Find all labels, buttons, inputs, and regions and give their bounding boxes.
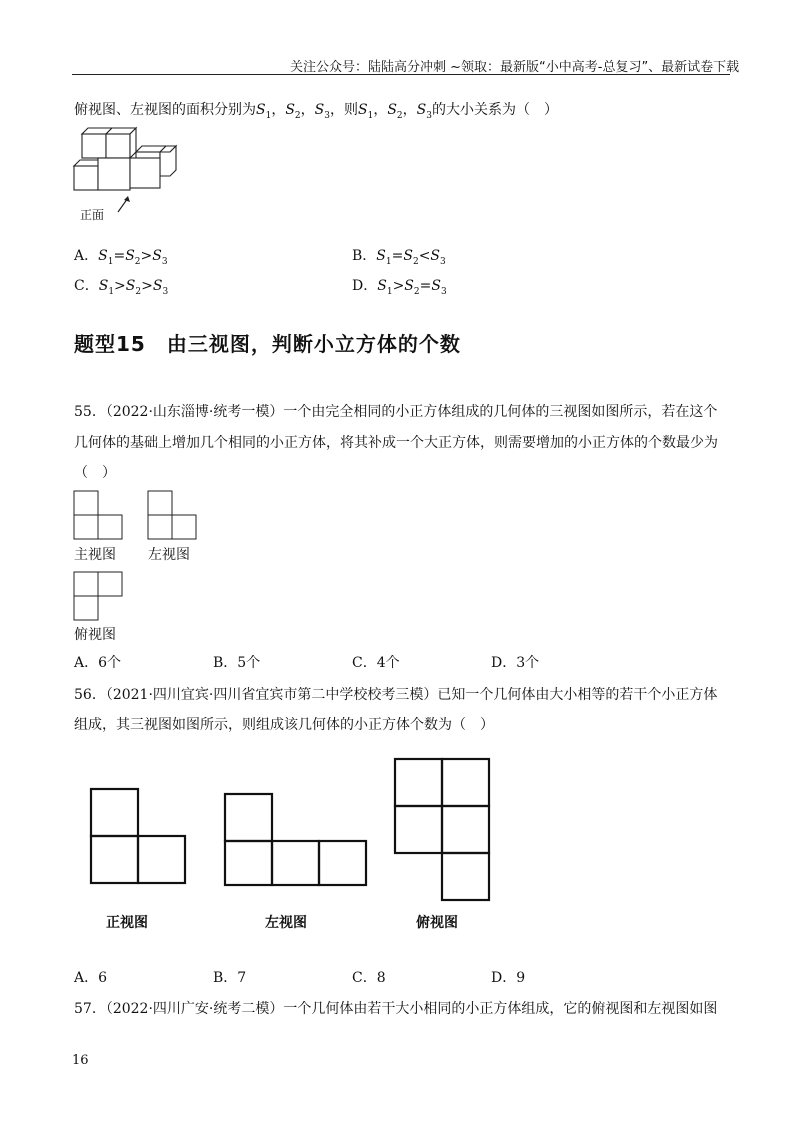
q56-front-view-label: 正视图	[106, 915, 148, 931]
q55-top-view	[74, 572, 124, 622]
q55-left-view	[148, 491, 198, 541]
q55-option-a: A．6个	[74, 655, 122, 671]
q55-option-b: B．5个	[213, 655, 261, 671]
q55-main-view-label: 主视图	[74, 547, 116, 563]
q54-option-b: B．$S_1=S_2<S_3$	[352, 248, 446, 267]
q55-line3: （ ）	[74, 465, 116, 481]
section-title: 题型15 由三视图，判断小立方体的个数	[74, 332, 461, 356]
q56-left-view	[224, 793, 370, 887]
q55-option-c: C．4个	[352, 655, 400, 671]
q55-left-view-label: 左视图	[148, 547, 190, 563]
page-header: 关注公众号：陆陆高分冲刺 ~领取：最新版“小中高考-总复习”、最新试卷下载	[290, 60, 740, 75]
q56-option-c: C．8	[352, 970, 386, 986]
q56-option-d: D．9	[491, 970, 526, 986]
q54-option-d: D．$S_1>S_2=S_3$	[352, 278, 447, 297]
q54-stem: 俯视图、左视图的面积分别为$S_1$，$S_2$，$S_3$，则$S_1$，$S_2$，$S_3$的大小关系为（ ）	[74, 102, 558, 121]
q54-front-label: 正面	[80, 208, 105, 222]
q55-main-view	[74, 491, 124, 541]
q54-option-b-letter: B．	[352, 248, 377, 264]
q55-line1: 55．（2022·山东淄博·统考一模）一个由完全相同的小正方体组成的几何体的三视图如图所示，若在这个	[74, 404, 718, 420]
header-rule	[72, 74, 730, 75]
q54-stem-part2: ，则	[329, 102, 358, 118]
q56-top-view	[394, 758, 492, 902]
q54-option-a: A．$S_1=S_2>S_3$	[74, 248, 168, 267]
q55-top-view-label: 俯视图	[74, 627, 116, 643]
q56-front-view	[90, 788, 188, 886]
q56-line1: 56．（2021·四川宜宾·四川省宜宾市第二中学校校考三模）已知一个几何体由大小相等的若干个小正方体	[74, 687, 718, 703]
q56-option-a: A．6	[74, 970, 108, 986]
q54-stem-part3: 的大小关系为（ ）	[431, 102, 558, 118]
q54-option-d-letter: D．	[352, 278, 378, 294]
q55-option-d: D．3个	[491, 655, 540, 671]
q56-line2: 组成，其三视图如图所示，则组成该几何体的小正方体个数为（ ）	[74, 717, 494, 733]
q54-stem-part1: 俯视图、左视图的面积分别为	[74, 102, 256, 118]
q54-cube-figure	[70, 122, 190, 202]
q56-top-view-label: 俯视图	[416, 915, 458, 931]
q56-option-b: B．7	[213, 970, 247, 986]
q55-line2: 几何体的基础上增加几个相同的小正方体，将其补成一个大正方体，则需要增加的小正方体的个数最少为	[74, 435, 718, 451]
page-number: 16	[72, 1053, 89, 1068]
q54-option-c-letter: C．	[74, 278, 99, 294]
q54-option-c: C．$S_1>S_2>S_3$	[74, 278, 169, 297]
q54-option-a-letter: A．	[74, 248, 99, 264]
q56-left-view-label: 左视图	[265, 915, 307, 931]
q57-line1: 57．（2022·四川广安·统考二模）一个几何体由若干大小相同的小正方体组成，它的俯视图和左视图如图	[74, 1001, 718, 1017]
